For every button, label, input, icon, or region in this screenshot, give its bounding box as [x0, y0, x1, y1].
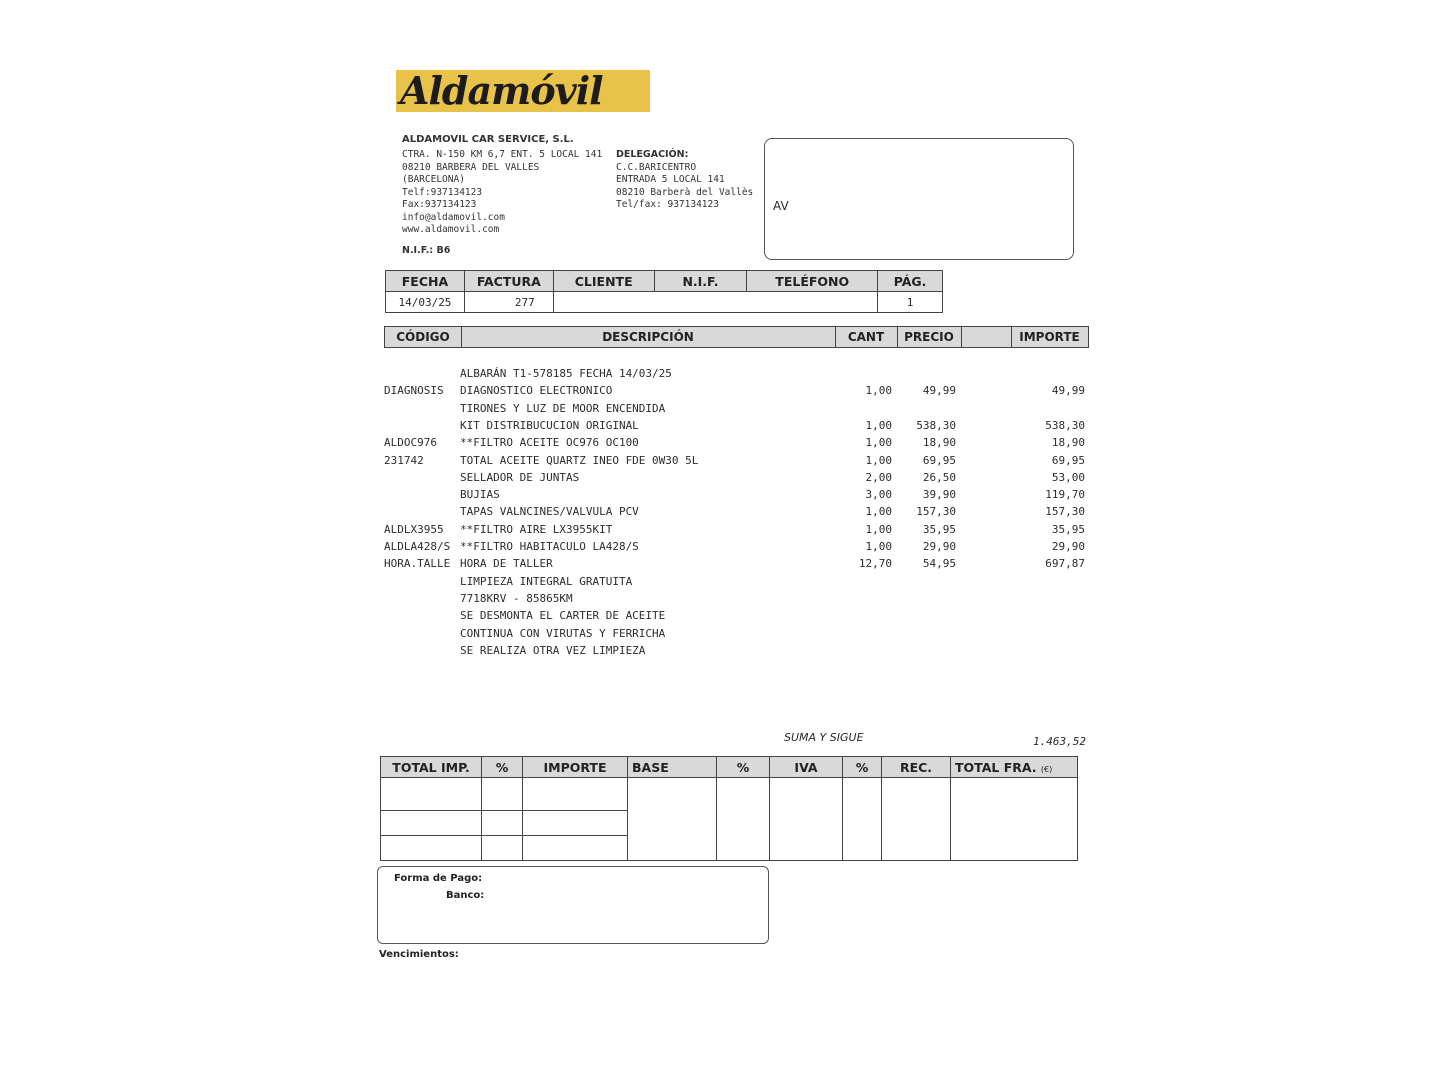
invoice-client	[553, 292, 877, 313]
line-code	[384, 607, 460, 624]
address-line: www.aldamovil.com	[402, 224, 500, 235]
tot-cell	[770, 778, 843, 861]
address-line: (BARCELONA)	[402, 174, 465, 185]
tot-cell	[482, 836, 523, 861]
tot-cell	[381, 836, 482, 861]
line-price: 49,99	[922, 384, 956, 398]
delegacion-line: C.C.BARICENTRO	[616, 161, 697, 173]
payment-box	[377, 866, 769, 944]
tot-cell	[482, 778, 523, 811]
tot-total-imp: TOTAL IMP.	[381, 757, 482, 778]
line-code: DIAGNOSIS	[384, 384, 444, 398]
line-code	[384, 469, 460, 486]
header-nif: N.I.F.	[654, 271, 747, 292]
tot-importe: IMPORTE	[523, 757, 628, 778]
tot-cell	[843, 778, 882, 861]
line-description: SE DESMONTA EL CARTER DE ACEITE	[460, 609, 666, 623]
line-code	[384, 417, 460, 434]
tot-total-fra-label: TOTAL FRA.	[955, 759, 1037, 775]
line-quantity: 1,00	[865, 436, 892, 450]
line-description: TOTAL ACEITE QUARTZ INEO FDE 0W30 5L	[460, 453, 699, 467]
tot-cell	[882, 778, 951, 861]
header-fecha: FECHA	[386, 271, 465, 292]
line-price	[900, 590, 956, 607]
forma-pago-label: Forma de Pago:	[394, 873, 483, 884]
line-amount	[1000, 573, 1085, 590]
line-price	[900, 573, 956, 590]
line-description: TIRONES Y LUZ DE MOOR ENCENDIDA	[460, 401, 666, 415]
company-nif: N.I.F.: B6	[402, 245, 451, 256]
line-code: ALDLX3955	[384, 522, 444, 536]
address-line: Fax:937134123	[402, 199, 477, 210]
line-description: KIT DISTRIBUCUCION ORIGINAL	[460, 418, 639, 432]
company-name: ALDAMOVIL CAR SERVICE, S.L.	[402, 134, 574, 145]
suma-label: SUMA Y SIGUE	[784, 731, 864, 744]
line-code	[384, 503, 460, 520]
line-description: **FILTRO AIRE LX3955KIT	[460, 522, 613, 536]
header-pag: PÁG.	[878, 271, 943, 292]
line-price: 538,30	[916, 418, 956, 432]
line-description: 7718KRV - 85865KM	[460, 591, 573, 605]
line-quantity	[840, 400, 892, 417]
tot-cell	[381, 778, 482, 811]
line-amount: 53,00	[1051, 470, 1085, 484]
tot-cell	[951, 778, 1078, 861]
company-address	[402, 149, 602, 237]
tot-pct3: %	[843, 757, 882, 778]
tot-cell	[381, 811, 482, 836]
line-description: BUJIAS	[460, 488, 500, 502]
line-description: HORA DE TALLER	[460, 557, 553, 571]
line-amount	[1000, 400, 1085, 417]
line-amount: 697,87	[1045, 557, 1085, 571]
col-cant: CANT	[835, 327, 898, 347]
address-line: CTRA. N-150 KM 6,7 ENT. 5 LOCAL 141	[402, 149, 603, 160]
line-code: HORA.TALLE	[384, 557, 451, 571]
col-codigo: CÓDIGO	[385, 327, 462, 347]
tot-pct1: %	[482, 757, 523, 778]
logo-text: Aldamóvil	[400, 68, 603, 113]
line-quantity	[840, 607, 892, 624]
header-telefono: TELÉFONO	[747, 271, 878, 292]
company-logo	[396, 70, 650, 112]
line-description: ALBARÁN T1-578185 FECHA 14/03/25	[460, 367, 672, 380]
line-quantity	[840, 625, 892, 642]
delegacion-block	[616, 149, 753, 212]
tot-currency: (€)	[1040, 764, 1053, 774]
line-quantity	[840, 590, 892, 607]
invoice-date: 14/03/25	[386, 292, 465, 313]
line-quantity: 2,00	[865, 470, 892, 484]
totals-table	[380, 756, 1078, 861]
line-quantity: 3,00	[865, 488, 892, 502]
line-price: 157,30	[916, 505, 956, 519]
line-quantity: 1,00	[865, 384, 892, 398]
line-amount	[1000, 625, 1085, 642]
tot-cell	[628, 778, 717, 861]
tot-base: BASE	[628, 757, 717, 778]
delegacion-line: ENTRADA 5 LOCAL 141	[616, 174, 725, 185]
line-quantity	[840, 573, 892, 590]
line-quantity: 1,00	[865, 505, 892, 519]
tot-cell	[717, 778, 770, 861]
line-price: 39,90	[922, 488, 956, 502]
line-price: 29,90	[922, 540, 956, 553]
banco-label: Banco:	[446, 890, 485, 901]
line-code: ALDLA428/S	[384, 540, 451, 553]
tot-cell	[523, 778, 628, 811]
line-code	[384, 573, 460, 590]
vencimientos-label: Vencimientos:	[379, 949, 459, 960]
tot-cell	[523, 811, 628, 836]
line-price	[900, 642, 956, 659]
header-cliente: CLIENTE	[553, 271, 654, 292]
line-price	[900, 400, 956, 417]
line-amount: 538,30	[1045, 418, 1085, 432]
line-amount	[1000, 642, 1085, 659]
delegacion-line: 08210 Barberà del Vallès	[616, 186, 754, 198]
line-code: 231742	[384, 453, 424, 467]
line-description: **FILTRO HABITACULO LA428/S	[460, 540, 639, 553]
line-quantity: 1,00	[865, 522, 892, 536]
address-line: info@aldamovil.com	[402, 211, 505, 223]
line-amount: 35,95	[1051, 522, 1085, 536]
line-quantity: 1,00	[865, 418, 892, 432]
line-amount: 157,30	[1045, 505, 1085, 519]
col-descripcion: DESCRIPCIÓN	[461, 327, 836, 347]
line-description: SE REALIZA OTRA VEZ LIMPIEZA	[460, 643, 646, 657]
line-quantity	[840, 642, 892, 659]
invoice-number: 277	[464, 292, 553, 313]
line-amount: 18,90	[1051, 436, 1085, 450]
col-blank	[961, 327, 1012, 347]
line-description: LIMPIEZA INTEGRAL GRATUITA	[460, 574, 633, 588]
line-quantity: 1,00	[865, 540, 892, 553]
tot-total-fra	[951, 757, 1078, 778]
line-price: 18,90	[922, 436, 956, 450]
line-amount: 69,95	[1051, 453, 1085, 467]
line-price	[900, 365, 956, 382]
line-amount	[1000, 365, 1085, 382]
line-code	[384, 590, 460, 607]
line-price	[900, 625, 956, 642]
client-address-box	[764, 138, 1074, 260]
address-line: Telf:937134123	[402, 186, 483, 198]
line-quantity: 12,70	[858, 557, 892, 571]
line-amount	[1000, 607, 1085, 624]
line-code	[384, 486, 460, 503]
col-precio: PRECIO	[897, 327, 962, 347]
line-code	[384, 400, 460, 417]
line-price	[900, 607, 956, 624]
tot-rec: REC.	[882, 757, 951, 778]
tot-pct2: %	[717, 757, 770, 778]
line-price: 35,95	[922, 522, 956, 536]
line-amount: 49,99	[1051, 384, 1085, 398]
line-amount	[1000, 590, 1085, 607]
address-line: 08210 BARBERA DEL VALLES	[402, 161, 540, 173]
line-description: SELLADOR DE JUNTAS	[460, 470, 580, 484]
line-price: 54,95	[922, 557, 956, 571]
suma-value: 1.463,52	[1033, 735, 1086, 748]
col-importe: IMPORTE	[1019, 330, 1080, 344]
header-factura: FACTURA	[464, 271, 553, 292]
line-description: **FILTRO ACEITE OC976 OC100	[460, 436, 639, 450]
line-description: CONTINUA CON VIRUTAS Y FERRICHA	[460, 626, 666, 640]
line-price: 26,50	[922, 470, 956, 484]
invoice-page: 1	[878, 292, 943, 313]
tot-iva: IVA	[770, 757, 843, 778]
line-amount: 119,70	[1045, 488, 1085, 502]
tot-cell	[482, 811, 523, 836]
lines-header	[384, 326, 1089, 348]
line-code	[384, 642, 460, 659]
client-name: AV	[773, 199, 789, 213]
invoice-header-table	[385, 270, 943, 313]
line-description: TAPAS VALNCINES/VALVULA PCV	[460, 505, 639, 519]
line-quantity	[840, 365, 892, 382]
line-code	[384, 625, 460, 642]
line-price: 69,95	[922, 453, 956, 467]
line-code: ALDOC976	[384, 436, 437, 450]
delegacion-label: DELEGACIÓN:	[616, 149, 689, 160]
line-description: DIAGNOSTICO ELECTRONICO	[460, 384, 613, 398]
line-amount: 29,90	[1051, 540, 1085, 553]
line-quantity: 1,00	[865, 453, 892, 467]
line-code	[384, 365, 460, 382]
delegacion-line: Tel/fax: 937134123	[616, 199, 719, 210]
tot-cell	[523, 836, 628, 861]
